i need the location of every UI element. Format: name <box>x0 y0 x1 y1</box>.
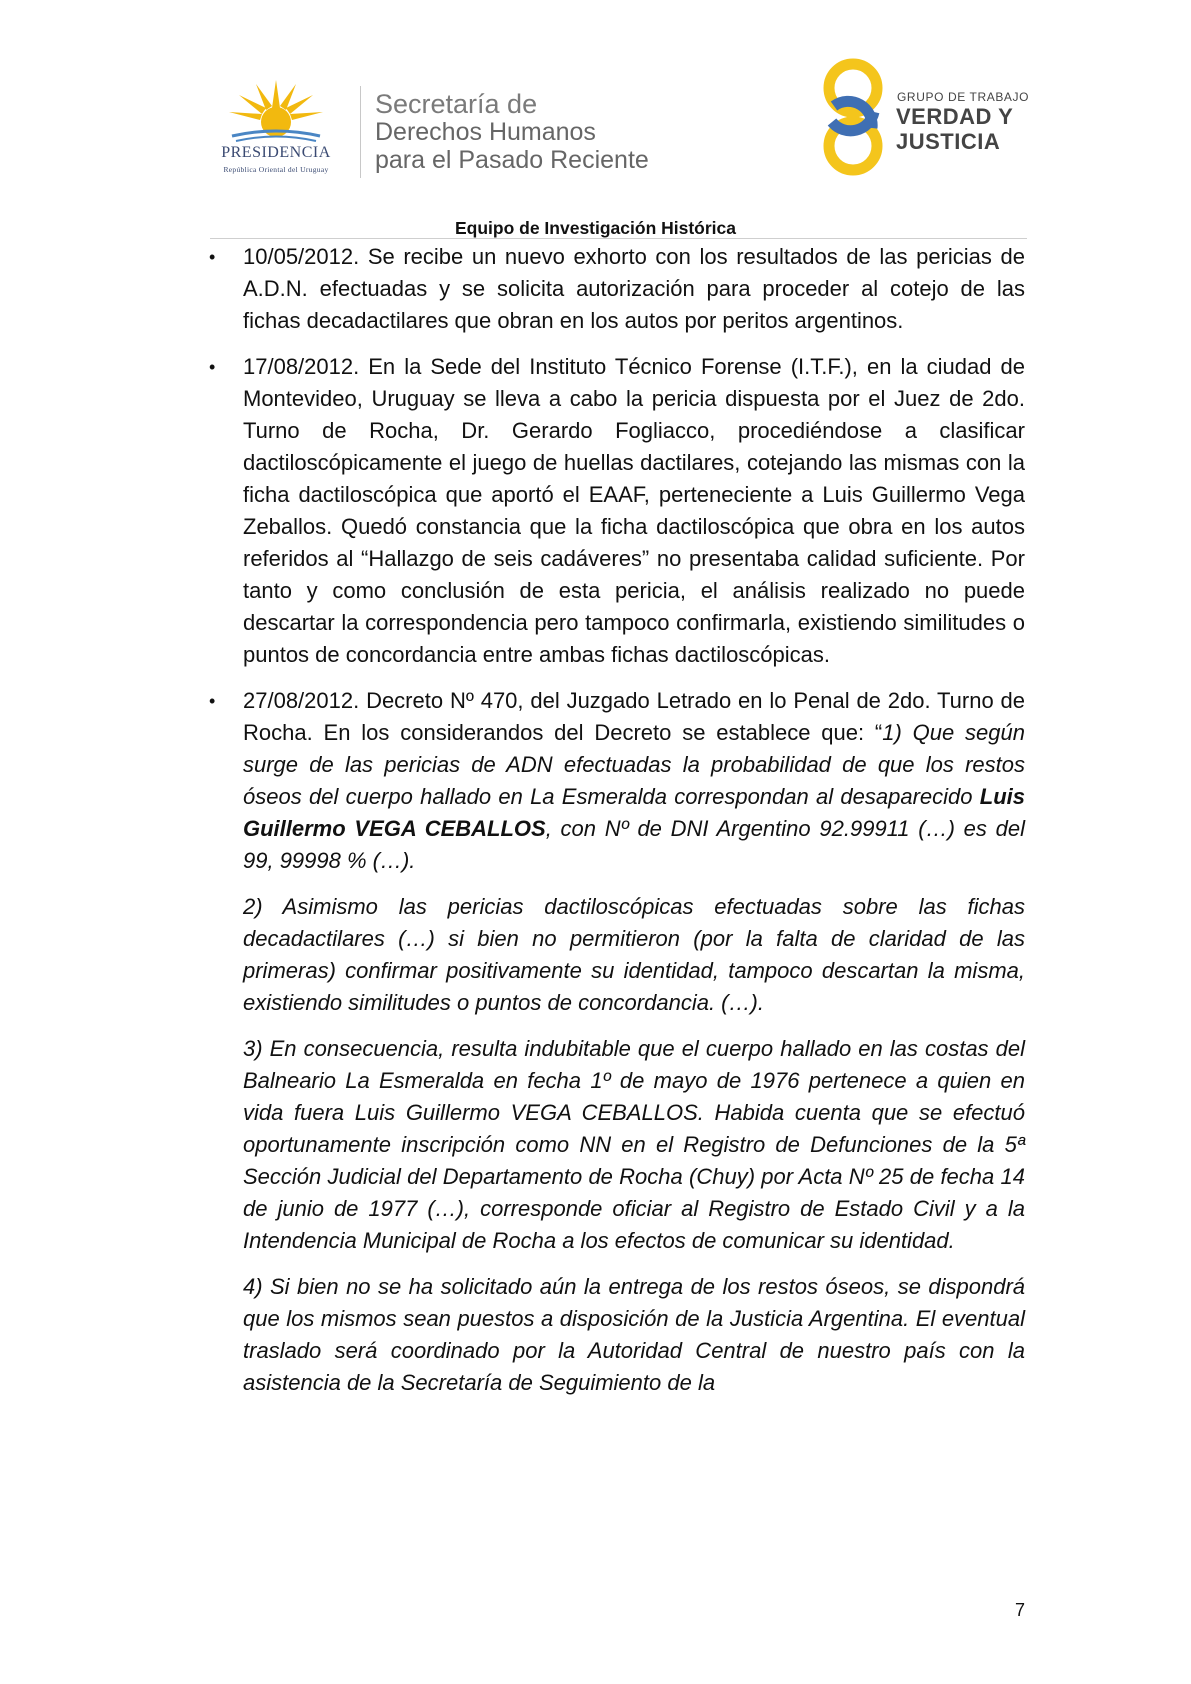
item-3-paragraph-1 <box>243 685 1025 877</box>
presidencia-name: PRESIDENCIA <box>221 144 331 161</box>
grupo-line-1: GRUPO DE TRABAJO <box>897 90 1030 104</box>
quote-1-part-a: 1) Que según surge de las pericias de ADN efectuadas la probabilidad de que los restos óseos del cuerpo hallado en La Esmeralda correspondan al desaparecido <box>243 720 1025 809</box>
quote-4: 4) Si bien no se ha solicitado aún la entrega de los restos óseos, se dispondrá que los mismos sean puestos a disposición de la Justicia Argentina. El eventual traslado será coordinado por la Autoridad Central de nuestro país con la asistencia de la Secretaría de Seguimiento de la <box>243 1274 1025 1395</box>
list-item <box>209 351 1025 671</box>
item-2-text: 17/08/2012. En la Sede del Instituto Técnico Forense (I.T.F.), en la ciudad de Montevideo, Uruguay se lleva a cabo la pericia dispuesta por el Juez de 2do. Turno de Rocha, Dr. Gerardo Fogliacco, procediéndose a clasificar dactiloscópicamente el juego de huellas dactilares, cotejando las mismas con la ficha dactiloscópica que aportó el EAAF, perteneciente a Luis Guillermo Vega Zeballos. Quedó constancia que la ficha dactiloscópica que obra en los autos referidos al “Hallazgo de seis cadáveres” no presentaba calidad suficiente. Por tanto y como conclusión de esta pericia, el análisis realizado no puede descartar la correspondencia pero tampoco confirmarla, existiendo similitudes o puntos de concordancia entre ambas fichas dactiloscópicas. <box>243 354 1025 667</box>
page-number: 7 <box>1015 1600 1026 1620</box>
secretaria-line-1: Secretaría de <box>375 89 538 119</box>
secretaria-title <box>375 90 649 174</box>
presidencia-logo <box>196 78 356 178</box>
header-divider <box>360 86 361 178</box>
bullet-icon: • <box>209 247 216 267</box>
grupo-line-2: VERDAD Y <box>896 104 1014 129</box>
quote-1-name: Luis Guillermo VEGA CEBALLOS <box>243 784 1025 841</box>
quote-2: 2) Asimismo las pericias dactiloscópicas efectuadas sobre las fichas decadactilares (…) si bien no permitieron (por la falta de claridad de las primeras) confirmar positivamente su identidad, tampoco descartan la misma, existiendo similitudes o puntos de concordancia. (…). <box>243 894 1025 1015</box>
bullet-icon: • <box>209 357 216 377</box>
page-header <box>0 0 1191 215</box>
item-3-intro: 27/08/2012. Decreto Nº 470, del Juzgado Letrado en lo Penal de 2do. Turno de Rocha. En los considerandos del Decreto se establece que: “ <box>243 688 1025 745</box>
team-title: Equipo de Investigación Histórica <box>454 218 737 238</box>
grupo-line-3: JUSTICIA <box>896 129 1001 154</box>
verdad-justicia-logo <box>820 56 1030 181</box>
item-1-text: 10/05/2012. Se recibe un nuevo exhorto con los resultados de las pericias de A.D.N. efectuadas y se solicita autorización para proceder al cotejo de las fichas decadactilares que obran en los autos por peritos argentinos. <box>243 244 1025 333</box>
quote-3: 3) En consecuencia, resulta indubitable que el cuerpo hallado en las costas del Balneario La Esmeralda en fecha 1º de mayo de 1976 pertenece a quien en vida fuera Luis Guillermo VEGA CEBALLOS. Habida cuenta que se efectuó oportunamente inscripción como NN en el Registro de Defunciones de la 5ª Sección Judicial del Departamento de Rocha (Chuy) por Acta Nº 25 de fecha 14 de junio de 1977 (…), corresponde oficiar al Registro de Estado Civil y a la Intendencia Municipal de Rocha a los efectos de comunicar su identidad. <box>243 1036 1025 1253</box>
document-body <box>209 241 1025 1413</box>
secretaria-line-3: para el Pasado Reciente <box>375 146 649 174</box>
list-item <box>209 685 1025 1399</box>
secretaria-line-2: Derechos Humanos <box>375 118 596 146</box>
list-item <box>209 241 1025 337</box>
rings-emblem-icon <box>820 56 890 181</box>
header-rule <box>210 238 1027 239</box>
sun-emblem-icon <box>226 78 326 144</box>
presidencia-subtitle: República Oriental del Uruguay <box>223 165 329 174</box>
bullet-icon: • <box>209 691 216 711</box>
quote-1-part-b: , con Nº de DNI Argentino 92.99911 (…) es del 99, 99998 % (…). <box>243 816 1025 873</box>
